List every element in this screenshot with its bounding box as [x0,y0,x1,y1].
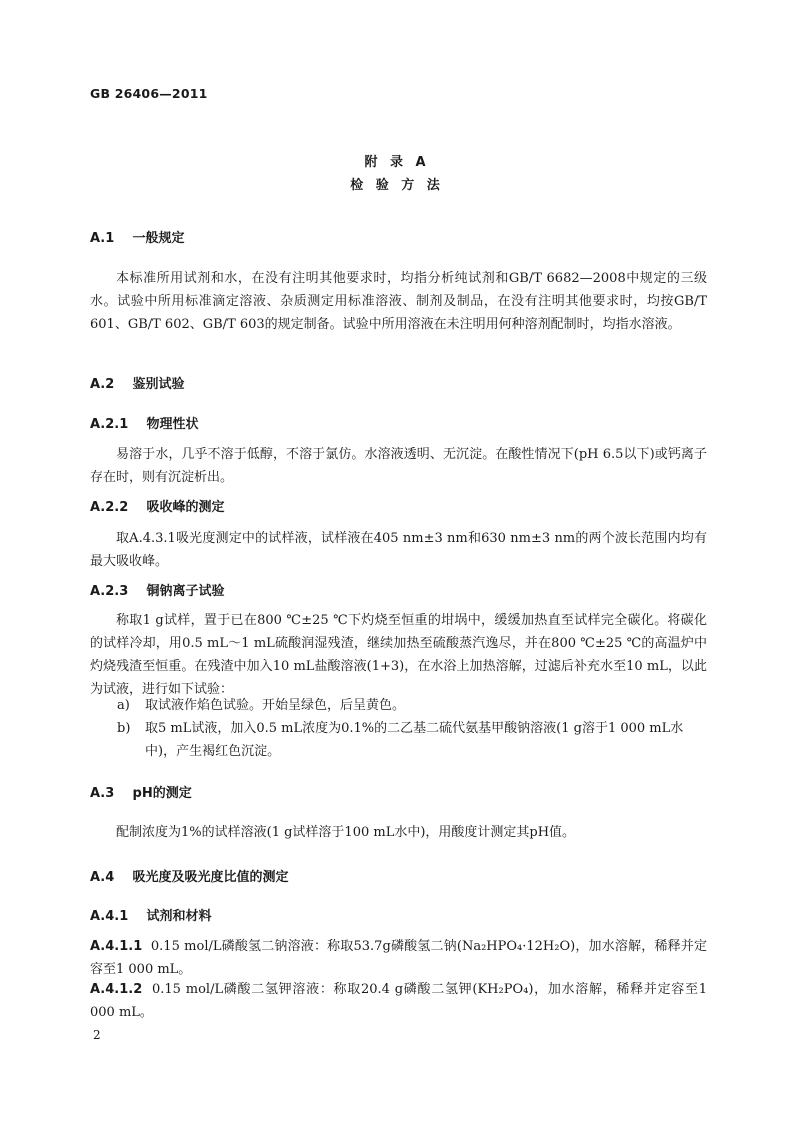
section-title: 试剂和材料 [146,909,212,924]
clause-number: A.4.1.1 [90,939,143,954]
section-number: A.4.1 [90,909,129,924]
section-title: pH的测定 [132,786,192,801]
list-marker: b) [117,721,131,736]
section-heading-a22 [90,496,225,519]
clause-a411 [90,935,707,981]
clause-text: 0.15 mol/L磷酸二氢钾溶液：称取20.4 g磷酸二氢钾(KH₂PO₄)，加水溶解，稀释并定容至1 000 mL。 [90,982,708,1020]
section-title: 鉴别试验 [132,377,185,392]
page-number: 2 [93,1028,101,1042]
section-number: A.1 [90,231,115,246]
paragraph-a23: 称取1 g试样，置于已在800 ℃±25 ℃下灼烧至恒重的坩埚中，缓缓加热直至试样完全碳化。将碳化的试样冷却，用0.5 mL～1 mL硫酸润湿残渣，继续加热至硫酸蒸汽逸尽，并在800 ℃±25 ℃的高温炉中灼烧残渣至恒重。在残渣中加入10 mL盐酸溶液(1+3)，在水浴上加热溶解，过滤后补充水至10 mL，以此为试液，进行如下试验： [90,613,707,697]
list-item [117,694,707,717]
section-number: A.4 [90,870,115,885]
paragraph-a1: 本标准所用试剂和水，在没有注明其他要求时，均指分析纯试剂和GB/T 6682—2008中规定的三级水。试验中所用标准滴定溶液、杂质测定用标准溶液、制剂及制品，在没有注明其他要求时，均按GB/T 601、GB/T 602、GB/T 603的规定制备。试验中所用溶液在未注明用何种溶剂配制时，均指水溶液。 [90,271,707,332]
section-title: 铜钠离子试验 [146,584,225,599]
section-number: A.2 [90,377,115,392]
section-heading-a2 [90,373,185,396]
standard-number: GB 26406—2011 [90,86,208,101]
section-number: A.2.3 [90,584,129,599]
clause-text: 0.15 mol/L磷酸氢二钠溶液：称取53.7g磷酸氢二钠(Na₂HPO₄·12H₂O)，加水溶解，稀释并定容至1 000 mL。 [90,939,708,977]
section-title: 一般规定 [132,231,185,246]
section-heading-a41 [90,905,212,928]
paragraph-a21: 易溶于水，几乎不溶于低醇，不溶于氯仿。水溶液透明、无沉淀。在酸性情况下(pH 6.5以下)或钙离子存在时，则有沉淀析出。 [90,447,707,485]
appendix-title: 附 录 A [364,155,430,170]
section-number: A.3 [90,786,115,801]
paragraph-a22: 取A.4.3.1吸光度测定中的试样液，试样液在405 nm±3 nm和630 nm±3 nm的两个波长范围内均有最大吸收峰。 [90,531,707,569]
section-heading-a3 [90,782,192,805]
section-number: A.2.1 [90,417,129,432]
section-heading-a4 [90,866,289,889]
list-item [117,717,707,763]
list-item-text: 取5 mL试液，加入0.5 mL浓度为0.1%的二乙基二硫代氨基甲酸钠溶液(1 g溶于1 000 mL水中)，产生褐红色沉淀。 [145,721,684,759]
paragraph-a3: 配制浓度为1%的试样溶液(1 g试样溶于100 mL水中)，用酸度计测定其pH值。 [116,825,576,840]
section-title: 物理性状 [146,417,199,432]
section-heading-a1 [90,227,185,250]
section-title: 吸光度及吸光度比值的测定 [132,870,289,885]
section-heading-a21 [90,413,199,436]
list-marker: a) [117,698,130,713]
appendix-subtitle: 检 验 方 法 [350,178,444,193]
clause-number: A.4.1.2 [90,982,143,997]
section-title: 吸收峰的测定 [146,500,225,515]
list-item-text: 取试液作焰色试验。开始呈绿色，后呈黄色。 [145,698,406,713]
clause-a412 [90,978,707,1024]
test-list [117,694,707,763]
section-number: A.2.2 [90,500,129,515]
section-heading-a23 [90,580,225,603]
